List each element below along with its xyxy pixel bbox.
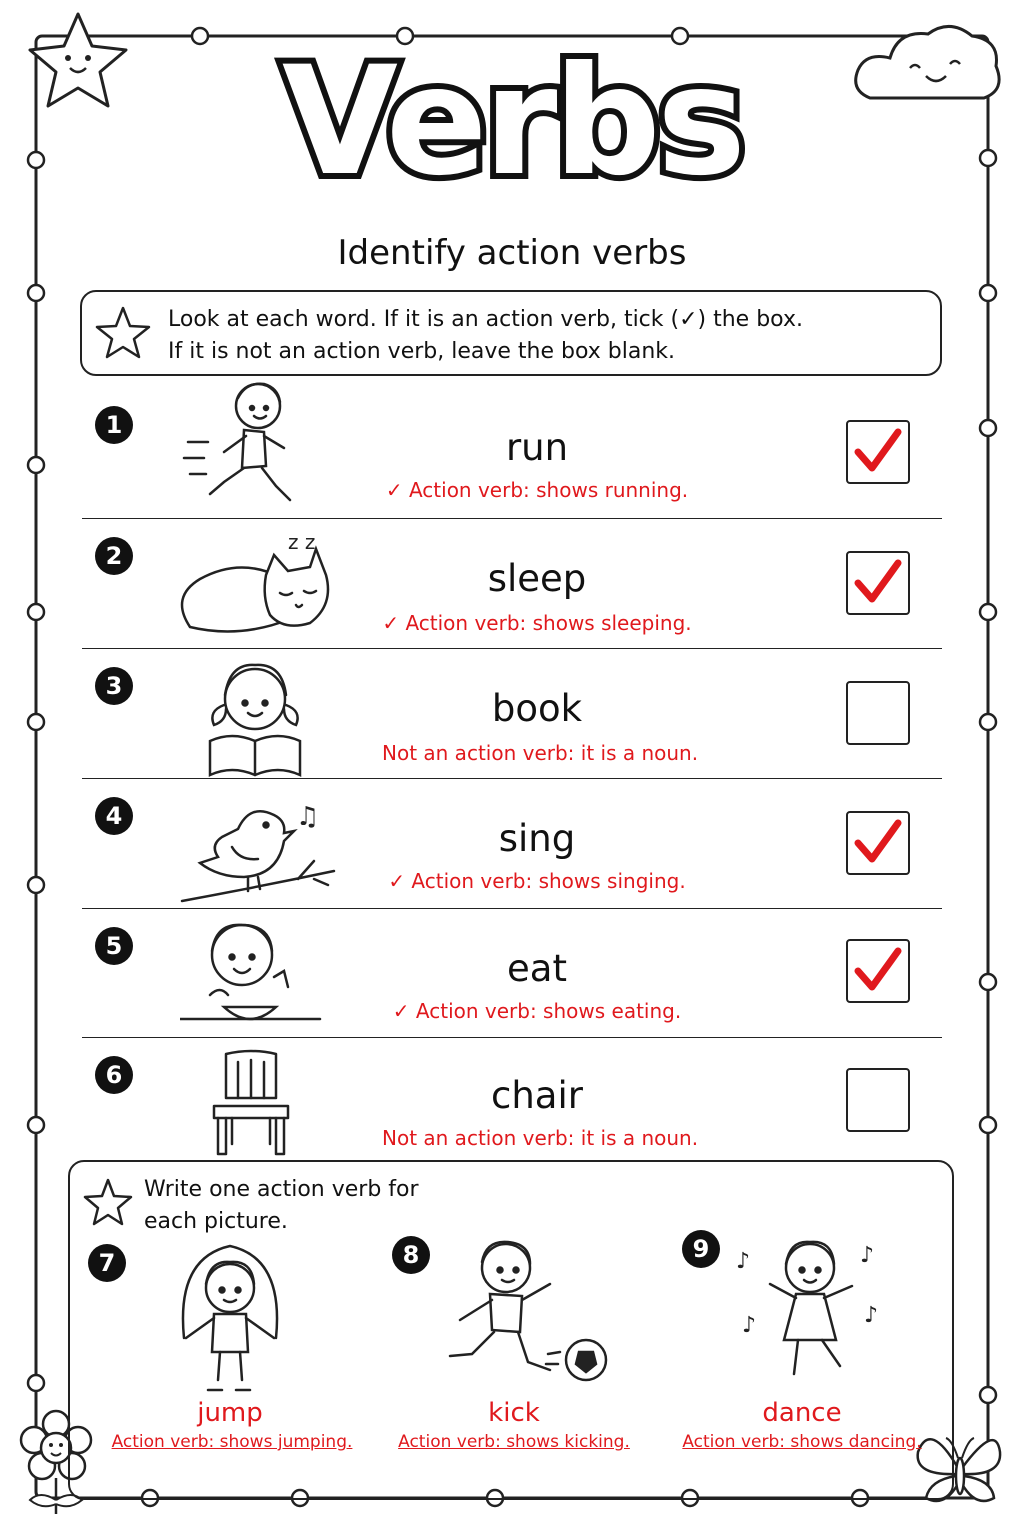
list-item <box>82 779 942 909</box>
list-item <box>82 649 942 779</box>
svg-text:♪: ♪ <box>742 1313 757 1338</box>
checkmark-icon <box>850 555 906 611</box>
answer-note: Action verb: shows jumping. <box>111 1432 353 1452</box>
instructions-line-1: Look at each word. If it is an action verb, tick (✓) the box. <box>168 307 803 332</box>
checkmark-icon <box>850 815 906 871</box>
chair-picture <box>206 1048 296 1160</box>
answer-note: ✓ Action verb: shows sleeping. <box>382 611 692 635</box>
svg-text:z z: z z <box>288 530 316 554</box>
page-title: Verbs <box>281 35 743 209</box>
item-number: 6 <box>95 1056 133 1094</box>
item-number: 7 <box>88 1244 126 1282</box>
word: sing <box>498 817 576 860</box>
list-item <box>82 388 942 518</box>
sleeping-cat-picture <box>170 527 340 645</box>
item-number: 5 <box>95 927 133 965</box>
item-number: 1 <box>95 406 133 444</box>
tick-box[interactable] <box>846 939 910 1003</box>
item-number: 4 <box>95 797 133 835</box>
girl-skipping-rope-picture <box>166 1238 296 1398</box>
girl-reading-book-picture <box>200 655 310 779</box>
instructions-text <box>168 304 803 368</box>
list-item <box>82 519 942 649</box>
write-section <box>68 1160 954 1500</box>
answer-note: Action verb: shows dancing. <box>682 1432 922 1452</box>
svg-text:♪: ♪ <box>864 1303 879 1328</box>
tick-box[interactable] <box>846 681 910 745</box>
answer-note: ✓ Action verb: shows eating. <box>392 999 682 1023</box>
item-number: 9 <box>682 1230 720 1268</box>
list-item <box>82 1038 942 1168</box>
tick-box[interactable] <box>846 420 910 484</box>
answer-note: Not an action verb: it is a noun. <box>382 1126 699 1150</box>
boy-eating-picture <box>180 915 324 1027</box>
item-number: 3 <box>95 667 133 705</box>
answer-word: dance <box>762 1398 842 1428</box>
page-subtitle: Identify action verbs <box>337 233 687 273</box>
tick-box[interactable] <box>846 811 910 875</box>
answer-note: ✓ Action verb: shows singing. <box>388 869 686 893</box>
girl-dancing-picture <box>736 1228 886 1388</box>
svg-text:♫: ♫ <box>296 802 320 832</box>
item-number: 8 <box>392 1236 430 1274</box>
boy-kicking-ball-picture <box>436 1232 616 1392</box>
word: sleep <box>487 557 587 600</box>
write-instructions-line-2: each picture. <box>144 1209 288 1234</box>
checkmark-icon <box>850 424 906 480</box>
item-number: 2 <box>95 537 133 575</box>
svg-text:♪: ♪ <box>860 1243 875 1268</box>
instructions-box <box>80 290 942 376</box>
word: run <box>505 426 569 469</box>
svg-text:♪: ♪ <box>736 1249 751 1274</box>
instructions-line-2: If it is not an action verb, leave the box blank. <box>168 339 675 364</box>
answer-note: Action verb: shows kicking. <box>398 1432 630 1452</box>
write-instructions <box>144 1174 419 1238</box>
answer-note: ✓ Action verb: shows running. <box>385 478 689 502</box>
tick-box[interactable] <box>846 551 910 615</box>
running-boy-picture <box>180 376 310 516</box>
star-icon <box>94 304 152 362</box>
write-instructions-line-1: Write one action verb for <box>144 1177 419 1202</box>
word: book <box>491 687 583 730</box>
word: chair <box>491 1074 583 1117</box>
singing-bird-picture <box>178 789 338 907</box>
word: eat <box>507 947 567 990</box>
checkmark-icon <box>850 943 906 999</box>
tick-box[interactable] <box>846 1068 910 1132</box>
answer-word: jump <box>197 1398 263 1428</box>
answer-note: Not an action verb: it is a noun. <box>382 741 699 765</box>
star-icon <box>82 1176 134 1228</box>
list-item <box>82 909 942 1039</box>
answer-word: kick <box>488 1398 540 1428</box>
